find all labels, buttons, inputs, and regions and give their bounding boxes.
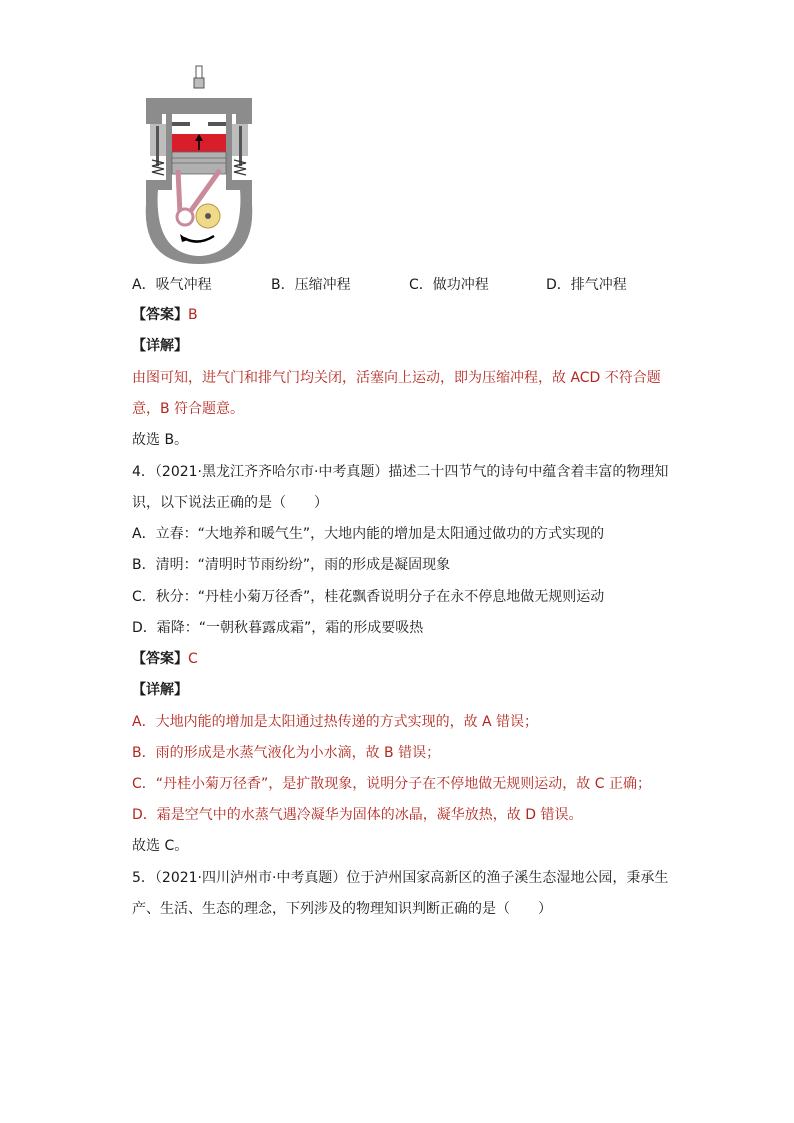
q3-conclusion: 故选 B。 <box>132 432 189 448</box>
q4-stem-line1: 4．（2021·黑龙江齐齐哈尔市·中考真题）描述二十四节气的诗句中蕴含着丰富的物理知 <box>132 464 669 480</box>
q5-stem-line2: 产、生活、生态的理念，下列涉及的物理知识判断正确的是（ ） <box>132 901 552 917</box>
q4-stem-line2: 识，以下说法正确的是（ ） <box>132 495 328 511</box>
q4-detail-a: A．大地内能的增加是太阳通过热传递的方式实现的，故 A 错误； <box>132 714 539 730</box>
q4-detail-d: D．霜是空气中的水蒸气遇冷凝华为固体的冰晶，凝华放热，故 D 错误。 <box>132 807 583 823</box>
q3-detail-label: 【详解】 <box>132 338 188 354</box>
answer-label: 【答案】 <box>132 651 188 667</box>
q3-detail-line1: 由图可知，进气门和排气门均关闭，活塞向上运动，即为压缩冲程，故 ACD 不符合题 <box>132 370 661 386</box>
q4-option-a: A．立春：“大地养和暖气生”，大地内能的增加是太阳通过做功的方式实现的 <box>132 526 605 542</box>
answer-label: 【答案】 <box>132 307 188 323</box>
q4-option-b: B．清明：“清明时节雨纷纷”，雨的形成是凝固现象 <box>132 557 451 573</box>
q3-option-a: A．吸气冲程 <box>132 277 212 293</box>
q3-option-b: B．压缩冲程 <box>271 277 351 293</box>
engine-diagram <box>128 64 270 264</box>
answer-value: B <box>188 307 198 323</box>
q5-stem-line1: 5．（2021·四川泸州市·中考真题）位于泸州国家高新区的渔子溪生态湿地公园，秉承生 <box>132 870 669 886</box>
q4-conclusion: 故选 C。 <box>132 838 189 854</box>
q3-detail-line2: 意，B 符合题意。 <box>132 401 245 417</box>
q4-answer <box>132 649 198 669</box>
q4-detail-label: 【详解】 <box>132 682 188 698</box>
q4-option-d: D．霜降：“一朝秋暮露成霜”，霜的形成要吸热 <box>132 620 424 636</box>
q4-detail-c: C．“丹桂小菊万径香”，是扩散现象，说明分子在不停地做无规则运动，故 C 正确； <box>132 776 651 792</box>
q3-option-d: D．排气冲程 <box>546 277 627 293</box>
q4-detail-b: B．雨的形成是水蒸气液化为小水滴，故 B 错误； <box>132 745 441 761</box>
q4-option-c: C．秋分：“丹桂小菊万径香”，桂花飘香说明分子在永不停息地做无规则运动 <box>132 589 605 605</box>
answer-value: C <box>188 651 198 667</box>
q3-answer <box>132 305 198 325</box>
q3-option-c: C．做功冲程 <box>409 277 489 293</box>
